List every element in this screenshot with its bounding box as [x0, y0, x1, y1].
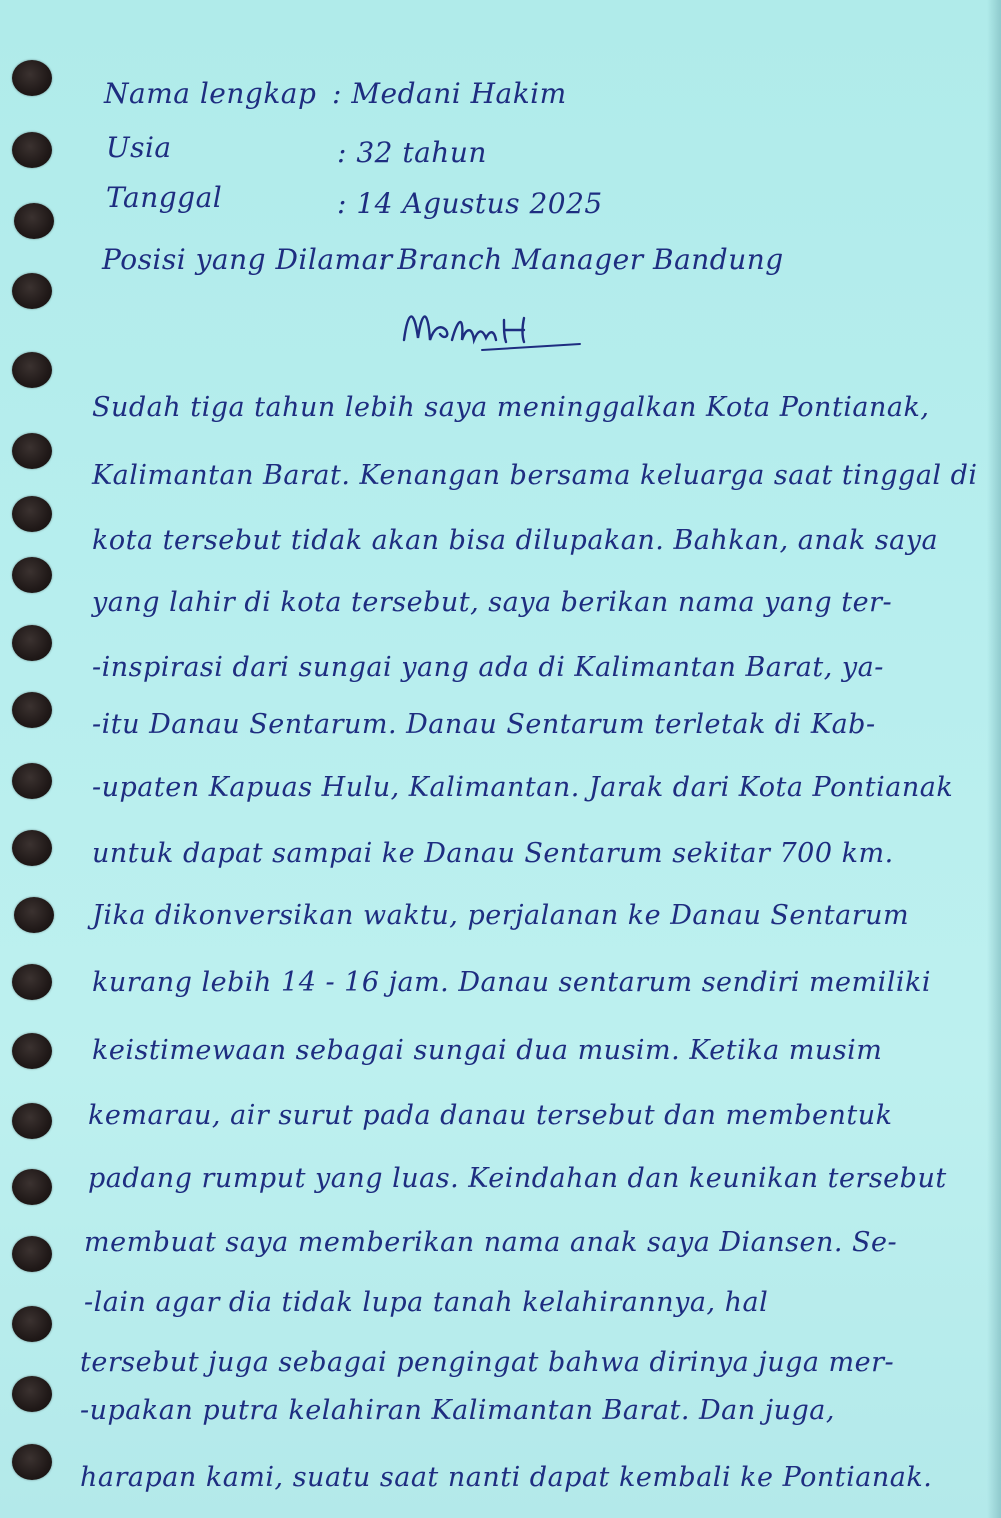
- binder-hole: [12, 1306, 52, 1342]
- body-line: kurang lebih 14 - 16 jam. Danau sentarum sendiri memiliki: [92, 967, 932, 998]
- binder-hole: [12, 132, 52, 168]
- binder-hole: [12, 1103, 52, 1139]
- binder-hole: [12, 830, 52, 866]
- binder-hole: [12, 625, 52, 661]
- age-label: Usia: [106, 131, 172, 164]
- binder-holes: [0, 0, 60, 1518]
- binder-hole: [14, 897, 54, 933]
- signature: [400, 300, 590, 360]
- binder-hole: [12, 496, 52, 532]
- body-line: keistimewaan sebagai sungai dua musim. Ketika musim: [92, 1035, 883, 1066]
- binder-hole: [12, 1376, 52, 1412]
- name-value: : Medani Hakim: [332, 77, 567, 110]
- binder-hole: [12, 1444, 52, 1480]
- binder-hole: [12, 1169, 52, 1205]
- body-line: -lain agar dia tidak lupa tanah kelahirannya, hal: [84, 1287, 769, 1318]
- body-line: membuat saya memberikan nama anak saya Diansen. Se-: [84, 1227, 898, 1258]
- body-line: Jika dikonversikan waktu, perjalanan ke Danau Sentarum: [92, 900, 910, 931]
- body-line: harapan kami, suatu saat nanti dapat kembali ke Pontianak.: [80, 1462, 933, 1493]
- binder-hole: [12, 1236, 52, 1272]
- body-line: kota tersebut tidak akan bisa dilupakan. Bahkan, anak saya: [92, 525, 939, 556]
- binder-hole: [12, 433, 52, 469]
- body-line: -itu Danau Sentarum. Danau Sentarum terletak di Kab-: [92, 709, 876, 740]
- binder-hole: [12, 60, 52, 96]
- body-line: yang lahir di kota tersebut, saya berikan nama yang ter-: [92, 587, 893, 618]
- page-edge-shadow: [987, 0, 1001, 1518]
- body-line: tersebut juga sebagai pengingat bahwa dirinya juga mer-: [80, 1347, 895, 1378]
- date-label: Tanggal: [106, 181, 223, 214]
- body-line: untuk dapat sampai ke Danau Sentarum sekitar 700 km.: [92, 838, 894, 869]
- binder-hole: [12, 557, 52, 593]
- binder-hole: [12, 273, 52, 309]
- binder-hole: [12, 1033, 52, 1069]
- body-line: -upakan putra kelahiran Kalimantan Barat. Dan juga,: [80, 1395, 835, 1426]
- binder-hole: [12, 352, 52, 388]
- body-line: -upaten Kapuas Hulu, Kalimantan. Jarak dari Kota Pontianak: [92, 772, 954, 803]
- body-line: kemarau, air surut pada danau tersebut dan membentuk: [88, 1100, 893, 1131]
- name-label: Nama lengkap: [104, 77, 317, 110]
- body-line: padang rumput yang luas. Keindahan dan keunikan tersebut: [88, 1163, 947, 1194]
- binder-hole: [12, 964, 52, 1000]
- body-line: -inspirasi dari sungai yang ada di Kalimantan Barat, ya-: [92, 652, 884, 683]
- date-value: : 14 Agustus 2025: [337, 187, 603, 220]
- binder-hole: [12, 763, 52, 799]
- binder-hole: [14, 203, 54, 239]
- binder-hole: [12, 692, 52, 728]
- position-value: : Branch Manager Bandung: [378, 243, 784, 276]
- body-line: Kalimantan Barat. Kenangan bersama keluarga saat tinggal di: [92, 460, 978, 491]
- age-value: : 32 tahun: [337, 136, 487, 169]
- position-label: Posisi yang Dilamar: [102, 243, 393, 276]
- body-line: Sudah tiga tahun lebih saya meninggalkan Kota Pontianak,: [92, 392, 930, 423]
